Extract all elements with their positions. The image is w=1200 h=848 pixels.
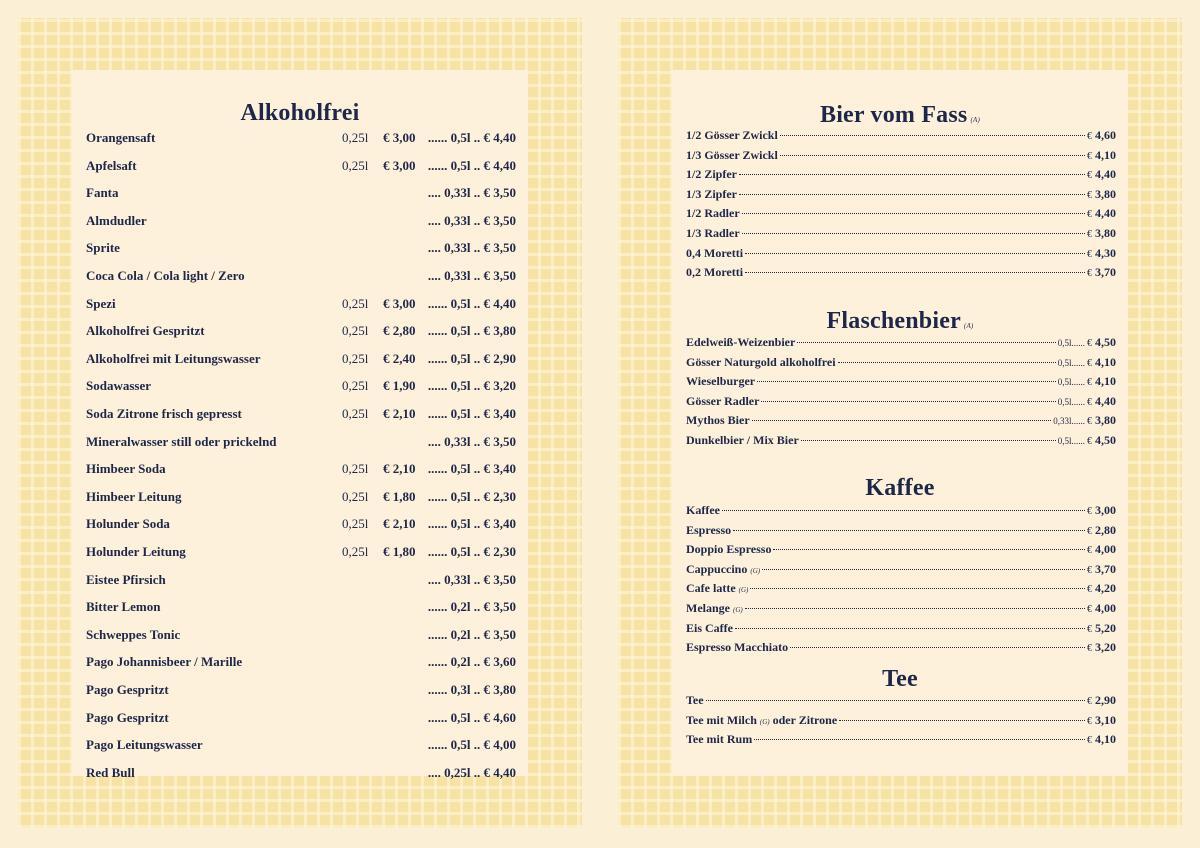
item-name: Pago Gespritzt — [86, 709, 169, 725]
item-price-large: ...... 0,5l .. € 3,80 — [427, 323, 516, 339]
currency-symbol: € — [1087, 715, 1092, 727]
menu-item — [86, 158, 516, 176]
item-price — [1087, 265, 1116, 280]
item-price-large: ...... 0,5l .. € 4,00 — [427, 737, 516, 753]
item-price-large: ...... 0,5l .. € 4,40 — [427, 295, 516, 311]
item-name — [686, 542, 771, 557]
left-page-border — [18, 18, 582, 828]
item-price-large: ...... 0,3l .. € 3,80 — [427, 682, 516, 697]
item-name-text: Cafe latte — [686, 581, 736, 596]
item-name-text: Mythos Bier — [686, 413, 750, 428]
item-price — [1087, 226, 1116, 241]
menu-item — [86, 627, 516, 645]
item-name — [686, 523, 731, 538]
menu-item — [86, 516, 516, 534]
item-price — [1087, 693, 1116, 708]
item-price — [1087, 335, 1116, 350]
item-name — [686, 128, 778, 143]
item-price — [1087, 621, 1116, 636]
currency-symbol: € — [1087, 525, 1092, 537]
item-price — [1087, 562, 1116, 577]
item-name-text: Tee mit Rum — [686, 732, 753, 747]
item-name: Red Bull — [86, 764, 135, 780]
item-name: Alkoholfrei mit Leitungswasser — [86, 350, 261, 366]
item-price — [1087, 206, 1116, 221]
item-size-small: 0,25l — [342, 130, 369, 145]
menu-item — [686, 693, 1116, 709]
price-value: 3,80 — [1095, 226, 1116, 240]
item-name-text: Tee — [686, 693, 704, 707]
menu-item — [86, 240, 516, 258]
item-name-text: Wieselburger — [686, 374, 756, 389]
item-name: Pago Leitungswasser — [86, 737, 203, 753]
item-name-text: 1/3 Zipfer — [686, 186, 737, 201]
leader-dots — [739, 174, 1085, 175]
item-price — [1087, 167, 1116, 182]
currency-symbol: € — [1087, 436, 1092, 447]
item-name: Apfelsaft — [86, 157, 137, 173]
leader-dots — [752, 420, 1052, 421]
menu-item — [686, 128, 1116, 144]
item-name: Fanta — [86, 185, 119, 201]
leader-dots — [790, 647, 1085, 648]
menu-item — [686, 732, 1116, 748]
menu-item — [686, 621, 1116, 637]
item-name-text: Dunkelbier / Mix Bier — [686, 433, 799, 447]
leader-dots — [750, 588, 1085, 589]
item-name: Schweppes Tonic — [86, 626, 181, 642]
item-price — [1087, 640, 1116, 655]
currency-symbol: € — [1087, 357, 1092, 369]
item-name — [686, 265, 743, 280]
item-size: 0,5l...... — [1057, 396, 1085, 407]
item-name — [686, 374, 755, 389]
price-value: 3,20 — [1095, 640, 1116, 655]
item-name — [686, 167, 737, 182]
menu-item — [86, 710, 516, 728]
item-size-small: 0,25l — [342, 350, 369, 366]
price-value: 4,20 — [1095, 581, 1116, 596]
left-page — [72, 70, 528, 780]
menu-item — [86, 296, 516, 314]
price-value: 3,80 — [1095, 186, 1116, 201]
item-name-text: 0,2 Moretti — [686, 265, 744, 280]
price-value: 4,50 — [1095, 335, 1116, 349]
menu-item — [86, 130, 516, 148]
leader-dots — [742, 213, 1085, 214]
item-size-small: 0,25l — [342, 157, 369, 173]
menu-item — [686, 542, 1116, 558]
item-price-large: ...... 0,5l .. € 3,40 — [427, 461, 516, 477]
item-name-text: Kaffee — [686, 503, 720, 517]
currency-symbol: € — [1087, 248, 1092, 260]
right-page — [672, 70, 1128, 776]
price-value: 4,50 — [1095, 433, 1116, 447]
item-name-text: 1/3 Radler — [686, 226, 740, 240]
item-price — [1087, 542, 1116, 557]
item-name: Soda Zitrone frisch gepresst — [86, 406, 242, 421]
item-name — [686, 187, 737, 202]
currency-symbol: € — [1087, 643, 1092, 655]
leader-dots — [839, 720, 1085, 721]
currency-symbol: € — [1087, 735, 1092, 747]
item-name: Sodawasser — [86, 378, 152, 394]
allergen-note: (G) — [750, 566, 761, 575]
menu-item — [686, 713, 1116, 729]
item-size: 0,5l...... — [1057, 377, 1085, 388]
currency-symbol: € — [1087, 150, 1092, 162]
item-price-large: ...... 0,5l .. € 3,40 — [427, 406, 516, 421]
price-value: 4,10 — [1095, 374, 1116, 389]
item-price — [1087, 187, 1116, 202]
leader-dots — [722, 510, 1085, 511]
item-size: 0,5l...... — [1057, 357, 1085, 368]
item-name-text: 1/2 Zipfer — [686, 167, 737, 182]
item-price-small: € 2,10 — [383, 406, 416, 421]
allergen-note: (G) — [738, 586, 749, 595]
menu-item — [686, 226, 1116, 242]
price-value: 4,00 — [1095, 601, 1116, 615]
price-value: 2,90 — [1095, 693, 1116, 707]
item-size: 0,5l...... — [1057, 338, 1085, 348]
item-price-small: € 1,80 — [383, 544, 416, 559]
item-name: Orangensaft — [86, 130, 156, 145]
item-price — [1087, 581, 1116, 596]
item-price-large: ...... 0,5l .. € 2,30 — [427, 488, 516, 504]
currency-symbol: € — [1087, 338, 1092, 349]
currency-symbol: € — [1087, 396, 1092, 408]
item-price — [1087, 246, 1116, 261]
menu-item — [86, 682, 516, 700]
menu-item — [86, 765, 516, 783]
allergen-note: (G) — [759, 717, 770, 726]
item-name: Pago Johannisbeer / Marille — [86, 654, 243, 670]
item-price — [1087, 128, 1116, 143]
currency-symbol: € — [1087, 416, 1092, 428]
item-name — [686, 640, 788, 655]
item-name-text: Edelweiß-Weizenbier — [686, 335, 796, 349]
menu-item — [686, 335, 1116, 351]
item-name: Himbeer Leitung — [86, 488, 182, 504]
item-size: 0,33l...... — [1053, 416, 1085, 427]
menu-item — [686, 394, 1116, 410]
item-name — [686, 562, 760, 577]
menu-item — [86, 489, 516, 507]
menu-item — [686, 246, 1116, 262]
menu-item — [86, 323, 516, 341]
item-price-small: € 2,10 — [383, 516, 416, 532]
currency-symbol: € — [1087, 584, 1092, 596]
item-name — [686, 148, 778, 163]
currency-symbol: € — [1087, 506, 1092, 517]
section-title-bier-vom-fass: Bier vom Fass (A) — [819, 102, 981, 128]
item-name — [686, 732, 752, 747]
leader-dots — [761, 401, 1055, 402]
menu-item — [86, 434, 516, 452]
item-price-large: .... 0,33l .. € 3,50 — [427, 240, 516, 256]
item-name: Holunder Leitung — [86, 544, 186, 559]
menu-item — [686, 562, 1116, 578]
item-price-small: € 1,80 — [383, 488, 416, 504]
leader-dots — [757, 381, 1056, 382]
item-name-text: Melange — [686, 601, 730, 615]
menu-item — [686, 265, 1116, 281]
item-size-small: 0,25l — [342, 406, 369, 421]
item-price — [1087, 732, 1116, 747]
item-name: Holunder Soda — [86, 516, 170, 532]
item-price-large: .... 0,33l .. € 3,50 — [427, 268, 516, 283]
currency-symbol: € — [1087, 268, 1092, 280]
item-price-small: € 1,90 — [383, 378, 416, 394]
menu-item — [686, 374, 1116, 390]
item-name — [686, 433, 799, 448]
item-name-text: Espresso — [686, 522, 732, 537]
leader-dots — [801, 440, 1056, 441]
item-price-large: ...... 0,5l .. € 4,60 — [427, 709, 516, 725]
menu-item — [86, 406, 516, 424]
price-value: 4,30 — [1095, 245, 1116, 260]
currency-symbol: € — [1087, 209, 1092, 221]
item-name — [686, 226, 740, 241]
item-name-text: Espresso Macchiato — [686, 640, 789, 655]
item-name-text: 0,4 Moretti — [686, 245, 744, 260]
leader-dots — [733, 530, 1085, 531]
item-price — [1087, 374, 1116, 389]
price-value: 3,10 — [1095, 712, 1116, 727]
menu-item — [86, 213, 516, 231]
item-name — [686, 394, 759, 409]
item-price-large: .... 0,33l .. € 3,50 — [427, 433, 516, 449]
item-price-large: .... 0,33l .. € 3,50 — [427, 212, 516, 228]
leader-dots — [754, 739, 1085, 740]
item-name: Almdudler — [86, 212, 147, 228]
leader-dots — [780, 135, 1085, 136]
item-price-small: € 3,00 — [383, 130, 416, 145]
item-price — [1087, 523, 1116, 538]
section-title-alkoholfrei: Alkoholfrei — [240, 100, 360, 126]
item-price — [1087, 394, 1116, 409]
currency-symbol: € — [1087, 564, 1092, 576]
price-value: 3,80 — [1095, 413, 1116, 428]
menu-item — [686, 640, 1116, 656]
item-name — [686, 601, 743, 616]
item-price-large: .... 0,33l .. € 3,50 — [427, 571, 516, 587]
menu-item — [686, 601, 1116, 617]
item-price — [1087, 601, 1116, 616]
item-name: Himbeer Soda — [86, 461, 166, 477]
menu-item — [86, 654, 516, 672]
leader-dots — [838, 362, 1056, 363]
item-name-text: Doppio Espresso — [686, 542, 772, 557]
price-value: 2,80 — [1095, 522, 1116, 537]
item-size: 0,5l...... — [1057, 436, 1085, 446]
section-title-flaschenbier: Flaschenbier (A) — [826, 308, 974, 334]
item-price-large: ...... 0,2l .. € 3,50 — [427, 599, 516, 615]
item-size-small: 0,25l — [342, 295, 369, 311]
item-name-text: Eis Caffe — [686, 620, 733, 635]
menu-item — [86, 378, 516, 396]
item-name: Pago Gespritzt — [86, 682, 169, 697]
item-price-small: € 2,10 — [383, 461, 416, 477]
price-value: 3,70 — [1095, 265, 1116, 280]
menu-item — [86, 572, 516, 590]
item-price — [1087, 503, 1116, 518]
item-price-large: .... 0,25l .. € 4,40 — [427, 764, 516, 780]
menu-item — [86, 351, 516, 369]
price-value: 5,20 — [1095, 620, 1116, 635]
item-name-text: 1/2 Gösser Zwickl — [686, 128, 778, 142]
price-value: 4,10 — [1095, 354, 1116, 369]
item-name-text: Gösser Radler — [686, 393, 760, 408]
leader-dots — [706, 700, 1085, 701]
item-name — [686, 206, 740, 221]
price-value: 4,10 — [1095, 147, 1116, 162]
price-value: 3,00 — [1095, 503, 1116, 517]
item-size-small: 0,25l — [342, 461, 369, 477]
menu-item — [686, 167, 1116, 183]
menu-item — [686, 206, 1116, 222]
item-name-text: 1/3 Gösser Zwickl — [686, 147, 778, 162]
item-name — [686, 713, 837, 728]
item-size-small: 0,25l — [342, 323, 369, 339]
item-size-small: 0,25l — [342, 488, 369, 504]
item-price — [1087, 713, 1116, 728]
menu-item — [86, 544, 516, 562]
leader-dots — [745, 253, 1085, 254]
item-name — [686, 335, 795, 350]
currency-symbol: € — [1087, 170, 1092, 182]
item-name: Spezi — [86, 295, 116, 311]
item-name — [686, 581, 748, 596]
item-name — [686, 246, 743, 261]
item-price-large: ...... 0,5l .. € 2,90 — [427, 350, 516, 366]
menu-item — [686, 503, 1116, 519]
item-price-small: € 3,00 — [383, 157, 416, 173]
item-price-large: ...... 0,5l .. € 4,40 — [427, 130, 516, 145]
item-name: Sprite — [86, 240, 120, 256]
item-price-large: .... 0,33l .. € 3,50 — [427, 185, 516, 201]
currency-symbol: € — [1087, 545, 1092, 557]
leader-dots — [745, 608, 1085, 609]
leader-dots — [745, 272, 1085, 273]
leader-dots — [735, 628, 1085, 629]
currency-symbol: € — [1087, 229, 1092, 240]
item-price-small: € 2,80 — [383, 323, 416, 339]
price-value: 4,60 — [1095, 128, 1116, 142]
item-price-large: ...... 0,2l .. € 3,60 — [427, 654, 516, 670]
item-price — [1087, 413, 1116, 428]
currency-symbol: € — [1087, 131, 1092, 142]
menu-item — [86, 268, 516, 286]
item-price-large: ...... 0,5l .. € 2,30 — [427, 544, 516, 559]
allergen-note: (G) — [733, 606, 743, 614]
leader-dots — [739, 194, 1085, 195]
item-name: Eistee Pfirsich — [86, 571, 166, 587]
item-name: Bitter Lemon — [86, 599, 161, 615]
item-price-large: ...... 0,5l .. € 4,40 — [427, 157, 516, 173]
leader-dots — [773, 549, 1085, 550]
section-title-kaffee: Kaffee — [865, 475, 935, 501]
menu-item — [686, 433, 1116, 449]
currency-symbol: € — [1087, 377, 1092, 389]
leader-dots — [780, 155, 1085, 156]
menu-item — [686, 413, 1116, 429]
item-name — [686, 413, 750, 428]
currency-symbol: € — [1087, 604, 1092, 615]
item-size-small: 0,25l — [342, 544, 369, 559]
item-size-small: 0,25l — [342, 378, 369, 394]
leader-dots — [762, 569, 1085, 570]
menu-item — [686, 355, 1116, 371]
item-price-large: ...... 0,5l .. € 3,20 — [427, 378, 516, 394]
menu-item — [86, 461, 516, 479]
menu-item — [686, 148, 1116, 164]
item-name — [686, 621, 733, 636]
item-name-text: Gösser Naturgold alkoholfrei — [686, 354, 836, 369]
price-value: 4,40 — [1095, 393, 1116, 408]
item-name — [686, 693, 704, 708]
price-value: 4,40 — [1095, 206, 1116, 221]
item-name — [686, 355, 836, 370]
menu-item — [86, 185, 516, 203]
item-name-suffix: oder Zitrone — [772, 712, 838, 727]
item-name-text: 1/2 Radler — [686, 206, 740, 221]
currency-symbol: € — [1087, 189, 1092, 201]
menu-item — [86, 599, 516, 617]
leader-dots — [797, 342, 1055, 343]
menu-item — [86, 737, 516, 755]
section-title-tee: Tee — [882, 666, 918, 692]
menu-item — [686, 523, 1116, 539]
right-page-border — [618, 18, 1182, 828]
item-size-small: 0,25l — [342, 516, 369, 532]
price-value: 4,00 — [1095, 542, 1116, 557]
item-price-small: € 2,40 — [383, 350, 416, 366]
item-price — [1087, 148, 1116, 163]
item-name-text: Tee mit Milch — [686, 712, 757, 727]
item-name: Mineralwasser still oder prickelnd — [86, 433, 277, 449]
item-price-large: ...... 0,5l .. € 3,40 — [427, 516, 516, 532]
menu-item — [686, 581, 1116, 597]
item-name-text: Cappuccino — [686, 561, 748, 576]
leader-dots — [742, 233, 1085, 234]
currency-symbol: € — [1087, 696, 1092, 707]
price-value: 4,10 — [1095, 732, 1116, 747]
item-price — [1087, 355, 1116, 370]
menu-item — [686, 187, 1116, 203]
currency-symbol: € — [1087, 623, 1092, 635]
price-value: 4,40 — [1095, 167, 1116, 182]
item-price-large: ...... 0,2l .. € 3,50 — [427, 626, 516, 642]
item-name: Coca Cola / Cola light / Zero — [86, 268, 245, 283]
item-name — [686, 503, 720, 518]
item-price-small: € 3,00 — [383, 295, 416, 311]
item-name: Alkoholfrei Gespritzt — [86, 323, 205, 339]
price-value: 3,70 — [1095, 561, 1116, 576]
item-price — [1087, 433, 1116, 448]
